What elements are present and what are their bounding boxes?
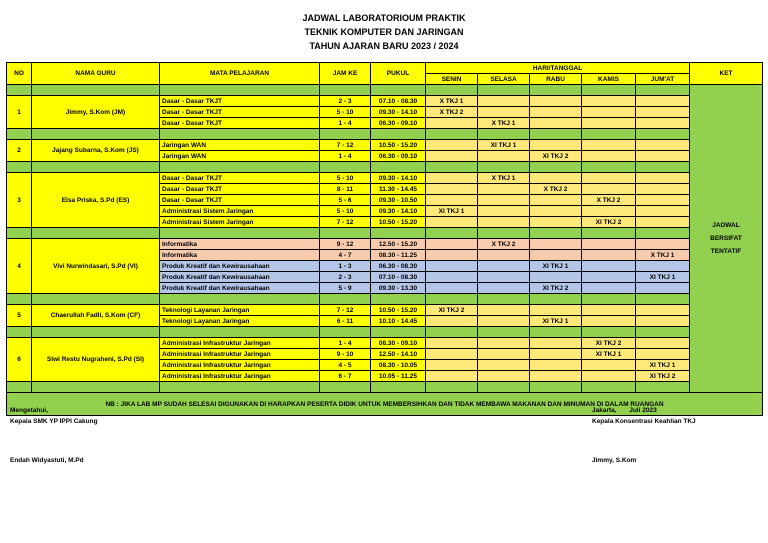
title-line-1: JADWAL LABORATORIOUM PRAKTIK — [302, 13, 466, 23]
day-cell: XI TKJ 2 — [636, 371, 690, 382]
day-cell — [582, 107, 636, 118]
day-cell — [478, 272, 530, 283]
header-teacher: NAMA GURU — [32, 63, 160, 85]
subject-cell: Teknologi Layanan Jaringan — [160, 316, 320, 327]
day-cell — [478, 250, 530, 261]
time-cell: 11.30 - 14.45 — [371, 184, 426, 195]
day-cell — [478, 184, 530, 195]
separator-cell — [636, 162, 690, 173]
day-cell — [478, 371, 530, 382]
day-cell — [478, 349, 530, 360]
separator-cell — [7, 327, 32, 338]
period-cell: 8 - 11 — [320, 184, 371, 195]
teacher-name: Siwi Restu Nugraheni, S.Pd (SI) — [32, 338, 160, 382]
teacher-name: Jimmy, S.Kom (JM) — [32, 96, 160, 129]
time-cell: 08.30 - 10.05 — [371, 360, 426, 371]
day-cell — [426, 118, 478, 129]
period-cell: 1 - 4 — [320, 151, 371, 162]
day-cell — [530, 371, 582, 382]
day-cell — [530, 140, 582, 151]
subject-cell: Teknologi Layanan Jaringan — [160, 305, 320, 316]
day-cell — [530, 217, 582, 228]
day-cell: XI TKJ 1 — [530, 316, 582, 327]
day-cell — [530, 206, 582, 217]
day-cell — [582, 283, 636, 294]
day-cell — [582, 239, 636, 250]
separator-cell — [426, 85, 478, 96]
separator-cell — [530, 162, 582, 173]
day-cell — [530, 305, 582, 316]
day-cell — [426, 173, 478, 184]
day-cell: X TKJ 2 — [530, 184, 582, 195]
day-cell — [636, 184, 690, 195]
separator-cell — [160, 228, 320, 239]
separator-cell — [160, 294, 320, 305]
separator-cell — [7, 85, 32, 96]
period-cell: 1 - 3 — [320, 261, 371, 272]
day-cell — [582, 184, 636, 195]
day-cell — [530, 239, 582, 250]
day-cell — [582, 206, 636, 217]
day-cell — [636, 338, 690, 349]
separator-cell — [371, 382, 426, 393]
subject-cell: Produk Kreatif dan Kewirausahaan — [160, 272, 320, 283]
separator-cell — [371, 162, 426, 173]
subject-cell: Dasar - Dasar TKJT — [160, 107, 320, 118]
day-cell — [636, 140, 690, 151]
separator-cell — [160, 382, 320, 393]
day-cell: XI TKJ 1 — [530, 261, 582, 272]
day-cell: X TKJ 2 — [582, 195, 636, 206]
subject-cell: Jaringan WAN — [160, 151, 320, 162]
day-cell: XI TKJ 2 — [582, 217, 636, 228]
day-cell — [478, 151, 530, 162]
separator-cell — [160, 162, 320, 173]
separator-cell — [426, 129, 478, 140]
day-cell — [478, 195, 530, 206]
separator-cell — [371, 294, 426, 305]
separator-cell — [530, 85, 582, 96]
schedule-table — [6, 62, 763, 416]
separator-cell — [426, 382, 478, 393]
separator-cell — [478, 162, 530, 173]
period-cell: 5 - 10 — [320, 173, 371, 184]
day-cell — [426, 349, 478, 360]
day-cell — [426, 283, 478, 294]
separator-cell — [7, 294, 32, 305]
day-cell: XI TKJ 2 — [582, 338, 636, 349]
day-cell — [636, 316, 690, 327]
teacher-no: 2 — [7, 140, 32, 162]
period-cell: 6 - 7 — [320, 371, 371, 382]
subject-cell: Informatika — [160, 250, 320, 261]
time-cell: 06.30 - 09.10 — [371, 118, 426, 129]
separator-row — [7, 327, 763, 338]
separator-row — [7, 228, 763, 239]
separator-cell — [320, 162, 371, 173]
separator-cell — [7, 382, 32, 393]
period-cell: 9 - 10 — [320, 349, 371, 360]
separator-cell — [320, 129, 371, 140]
separator-cell — [320, 228, 371, 239]
day-cell — [426, 239, 478, 250]
separator-cell — [371, 85, 426, 96]
time-cell: 06.30 - 08.30 — [371, 261, 426, 272]
separator-cell — [582, 162, 636, 173]
day-cell — [478, 305, 530, 316]
teacher-no: 5 — [7, 305, 32, 327]
separator-cell — [478, 129, 530, 140]
separator-cell — [636, 228, 690, 239]
day-cell — [582, 250, 636, 261]
separator-cell — [530, 228, 582, 239]
day-cell — [530, 118, 582, 129]
subject-cell: Dasar - Dasar TKJT — [160, 195, 320, 206]
separator-row — [7, 382, 763, 393]
time-cell: 10.10 - 14.45 — [371, 316, 426, 327]
day-cell: XI TKJ 2 — [530, 151, 582, 162]
separator-cell — [478, 228, 530, 239]
separator-cell — [636, 129, 690, 140]
subject-cell: Administrasi Sistem Jaringan — [160, 206, 320, 217]
day-cell — [478, 217, 530, 228]
separator-cell — [426, 228, 478, 239]
separator-cell — [32, 382, 160, 393]
day-cell — [426, 338, 478, 349]
subject-cell: Dasar - Dasar TKJT — [160, 118, 320, 129]
header-day-group: HARI/TANGGAL — [426, 63, 690, 74]
day-cell — [426, 261, 478, 272]
separator-cell — [478, 294, 530, 305]
header-no: NO — [7, 63, 32, 85]
subject-cell: Administrasi Infrastruktur Jaringan — [160, 349, 320, 360]
separator-cell — [478, 327, 530, 338]
footer-principal-role: Kepala SMK YP IPPI Cakung — [10, 418, 98, 425]
day-cell — [530, 173, 582, 184]
header-note: KET — [690, 63, 763, 85]
separator-cell — [582, 85, 636, 96]
day-cell — [478, 96, 530, 107]
separator-cell — [32, 294, 160, 305]
day-cell — [636, 349, 690, 360]
header-day-tuesday: SELASA — [478, 74, 530, 85]
day-cell — [582, 305, 636, 316]
period-cell: 5 - 6 — [320, 195, 371, 206]
day-cell: XI TKJ 1 — [636, 272, 690, 283]
time-cell: 09.30 - 14.10 — [371, 206, 426, 217]
subject-cell: Dasar - Dasar TKJT — [160, 96, 320, 107]
separator-cell — [582, 327, 636, 338]
schedule-row — [7, 305, 763, 316]
day-cell — [426, 151, 478, 162]
separator-cell — [7, 228, 32, 239]
schedule-row — [7, 173, 763, 184]
day-cell — [582, 173, 636, 184]
separator-cell — [636, 85, 690, 96]
period-cell: 4 - 7 — [320, 250, 371, 261]
day-cell — [582, 151, 636, 162]
time-cell: 10.05 - 11.25 — [371, 371, 426, 382]
separator-cell — [32, 228, 160, 239]
subject-cell: Produk Kreatif dan Kewirausahaan — [160, 261, 320, 272]
time-cell: 09.30 - 14.10 — [371, 107, 426, 118]
day-cell: X TKJ 2 — [426, 107, 478, 118]
day-cell — [636, 173, 690, 184]
header-day-friday: JUM'AT — [636, 74, 690, 85]
ket-cell — [690, 85, 763, 393]
day-cell — [426, 250, 478, 261]
separator-cell — [160, 85, 320, 96]
day-cell — [636, 107, 690, 118]
subject-cell: Administrasi Sistem Jaringan — [160, 217, 320, 228]
separator-cell — [582, 228, 636, 239]
separator-cell — [160, 327, 320, 338]
day-cell — [530, 195, 582, 206]
day-cell: XI TKJ 2 — [426, 305, 478, 316]
teacher-name: Chaerullah Fadli, S.Kom (CF) — [32, 305, 160, 327]
period-cell: 6 - 11 — [320, 316, 371, 327]
day-cell — [636, 96, 690, 107]
day-cell — [426, 316, 478, 327]
day-cell — [582, 360, 636, 371]
subject-cell: Informatika — [160, 239, 320, 250]
ket-text: BERSIFAT — [710, 235, 742, 242]
day-cell — [478, 261, 530, 272]
period-cell: 1 - 4 — [320, 338, 371, 349]
separator-cell — [636, 294, 690, 305]
ket-text: TENTATIF — [710, 248, 742, 255]
title-line-2: TEKNIK KOMPUTER DAN JARINGAN — [304, 27, 464, 37]
separator-cell — [320, 327, 371, 338]
separator-cell — [320, 294, 371, 305]
separator-cell — [32, 327, 160, 338]
separator-cell — [32, 129, 160, 140]
time-cell: 10.50 - 15.20 — [371, 140, 426, 151]
header-day-monday: SENIN — [426, 74, 478, 85]
day-cell — [478, 206, 530, 217]
day-cell — [636, 305, 690, 316]
day-cell — [636, 118, 690, 129]
period-cell: 5 - 10 — [320, 206, 371, 217]
day-cell — [582, 96, 636, 107]
day-cell: X TKJ 1 — [426, 96, 478, 107]
day-cell: X TKJ 2 — [478, 239, 530, 250]
header-period: JAM KE — [320, 63, 371, 85]
time-cell: 06.30 - 09.10 — [371, 151, 426, 162]
teacher-name: Vivi Nurwindasari, S.Pd (VI) — [32, 239, 160, 294]
separator-cell — [426, 327, 478, 338]
separator-cell — [530, 382, 582, 393]
day-cell — [636, 239, 690, 250]
time-cell: 07.10 - 08.30 — [371, 96, 426, 107]
day-cell — [426, 195, 478, 206]
time-cell: 07.10 - 08.30 — [371, 272, 426, 283]
header-day-wednesday: RABU — [530, 74, 582, 85]
separator-cell — [478, 85, 530, 96]
subject-cell: Administrasi Infrastruktur Jaringan — [160, 371, 320, 382]
day-cell — [426, 360, 478, 371]
time-cell: 12.50 - 14.10 — [371, 349, 426, 360]
day-cell — [582, 118, 636, 129]
day-cell — [582, 316, 636, 327]
ket-text: JADWAL — [712, 222, 740, 229]
subject-cell: Dasar - Dasar TKJT — [160, 173, 320, 184]
day-cell — [636, 206, 690, 217]
teacher-no: 3 — [7, 173, 32, 228]
day-cell — [530, 96, 582, 107]
separator-row — [7, 85, 763, 96]
day-cell: X TKJ 1 — [636, 250, 690, 261]
day-cell — [582, 371, 636, 382]
day-cell — [530, 250, 582, 261]
separator-cell — [320, 382, 371, 393]
subject-cell: Produk Kreatif dan Kewirausahaan — [160, 283, 320, 294]
day-cell — [636, 261, 690, 272]
period-cell: 1 - 4 — [320, 118, 371, 129]
day-cell: XI TKJ 2 — [530, 283, 582, 294]
separator-cell — [478, 382, 530, 393]
day-cell — [530, 338, 582, 349]
separator-cell — [426, 294, 478, 305]
footer-head-role: Kepala Konsentrasi Keahlian TKJ — [592, 418, 696, 425]
separator-cell — [320, 85, 371, 96]
teacher-name: Elsa Priska, S.Pd (ES) — [32, 173, 160, 228]
separator-cell — [530, 294, 582, 305]
time-cell: 09.30 - 14.10 — [371, 173, 426, 184]
separator-row — [7, 294, 763, 305]
footer-principal-name: Endah Widyastuti, M.Pd — [10, 457, 84, 464]
schedule-row — [7, 239, 763, 250]
day-cell — [426, 272, 478, 283]
separator-cell — [160, 129, 320, 140]
day-cell: X TKJ 1 — [478, 118, 530, 129]
day-cell — [478, 316, 530, 327]
day-cell: XI TKJ 1 — [426, 206, 478, 217]
day-cell — [478, 107, 530, 118]
note-text: NB : JIKA LAB MP SUDAH SELESAI DIGUNAKAN DI HARAPKAN PESERTA DIDIK UNTUK MEMBERSIHKAN DAN TIDAK MEMBAWA MAKANAN DAN MINUMAN DI DALAM RUANGAN — [7, 393, 763, 416]
separator-cell — [371, 327, 426, 338]
separator-cell — [636, 382, 690, 393]
day-cell: XI TKJ 1 — [478, 140, 530, 151]
header-time: PUKUL — [371, 63, 426, 85]
time-cell: 06.30 - 09.10 — [371, 338, 426, 349]
footer-place-date: Jakarta, Juli 2023 — [592, 407, 657, 414]
day-cell — [530, 272, 582, 283]
separator-cell — [582, 382, 636, 393]
period-cell: 7 - 12 — [320, 305, 371, 316]
period-cell: 5 - 9 — [320, 283, 371, 294]
subject-cell: Jaringan WAN — [160, 140, 320, 151]
header-subject: MATA PELAJARAN — [160, 63, 320, 85]
separator-cell — [32, 162, 160, 173]
day-cell — [426, 140, 478, 151]
time-cell: 10.50 - 15.20 — [371, 217, 426, 228]
schedule-row — [7, 96, 763, 107]
schedule-row — [7, 140, 763, 151]
schedule-row — [7, 338, 763, 349]
separator-cell — [7, 162, 32, 173]
day-cell — [426, 184, 478, 195]
day-cell — [530, 360, 582, 371]
day-cell — [530, 349, 582, 360]
separator-row — [7, 162, 763, 173]
day-cell — [478, 360, 530, 371]
separator-cell — [371, 228, 426, 239]
teacher-no: 1 — [7, 96, 32, 129]
period-cell: 5 - 10 — [320, 107, 371, 118]
day-cell — [636, 195, 690, 206]
subject-cell: Administrasi Infrastruktur Jaringan — [160, 360, 320, 371]
time-cell: 09.30 - 10.50 — [371, 195, 426, 206]
period-cell: 7 - 12 — [320, 140, 371, 151]
footer-known: Mengetahui, — [10, 407, 48, 414]
separator-cell — [7, 129, 32, 140]
teacher-no: 6 — [7, 338, 32, 382]
period-cell: 2 - 3 — [320, 272, 371, 283]
period-cell: 7 - 12 — [320, 217, 371, 228]
day-cell — [636, 151, 690, 162]
period-cell: 4 - 5 — [320, 360, 371, 371]
subject-cell: Administrasi Infrastruktur Jaringan — [160, 338, 320, 349]
time-cell: 10.50 - 15.20 — [371, 305, 426, 316]
teacher-no: 4 — [7, 239, 32, 294]
day-cell — [582, 140, 636, 151]
day-cell — [530, 107, 582, 118]
separator-cell — [32, 85, 160, 96]
separator-cell — [530, 327, 582, 338]
separator-cell — [582, 294, 636, 305]
teacher-name: Jajang Subarna, S.Kom (JS) — [32, 140, 160, 162]
day-cell — [426, 371, 478, 382]
day-cell — [478, 283, 530, 294]
day-cell — [426, 217, 478, 228]
separator-cell — [582, 129, 636, 140]
separator-row — [7, 129, 763, 140]
day-cell — [636, 283, 690, 294]
day-cell: X TKJ 1 — [478, 173, 530, 184]
separator-cell — [530, 129, 582, 140]
day-cell: XI TKJ 1 — [582, 349, 636, 360]
separator-cell — [426, 162, 478, 173]
day-cell: XI TKJ 1 — [636, 360, 690, 371]
time-cell: 12.50 - 15.20 — [371, 239, 426, 250]
day-cell — [582, 272, 636, 283]
subject-cell: Dasar - Dasar TKJT — [160, 184, 320, 195]
separator-cell — [636, 327, 690, 338]
title-line-3: TAHUN AJARAN BARU 2023 / 2024 — [309, 41, 459, 51]
time-cell: 09.30 - 13.30 — [371, 283, 426, 294]
day-cell — [478, 338, 530, 349]
period-cell: 9 - 12 — [320, 239, 371, 250]
day-cell — [636, 217, 690, 228]
footer-head-name: Jimmy, S.Kom — [592, 457, 637, 464]
header-day-thursday: KAMIS — [582, 74, 636, 85]
time-cell: 08.30 - 11.25 — [371, 250, 426, 261]
separator-cell — [371, 129, 426, 140]
period-cell: 2 - 3 — [320, 96, 371, 107]
day-cell — [582, 261, 636, 272]
